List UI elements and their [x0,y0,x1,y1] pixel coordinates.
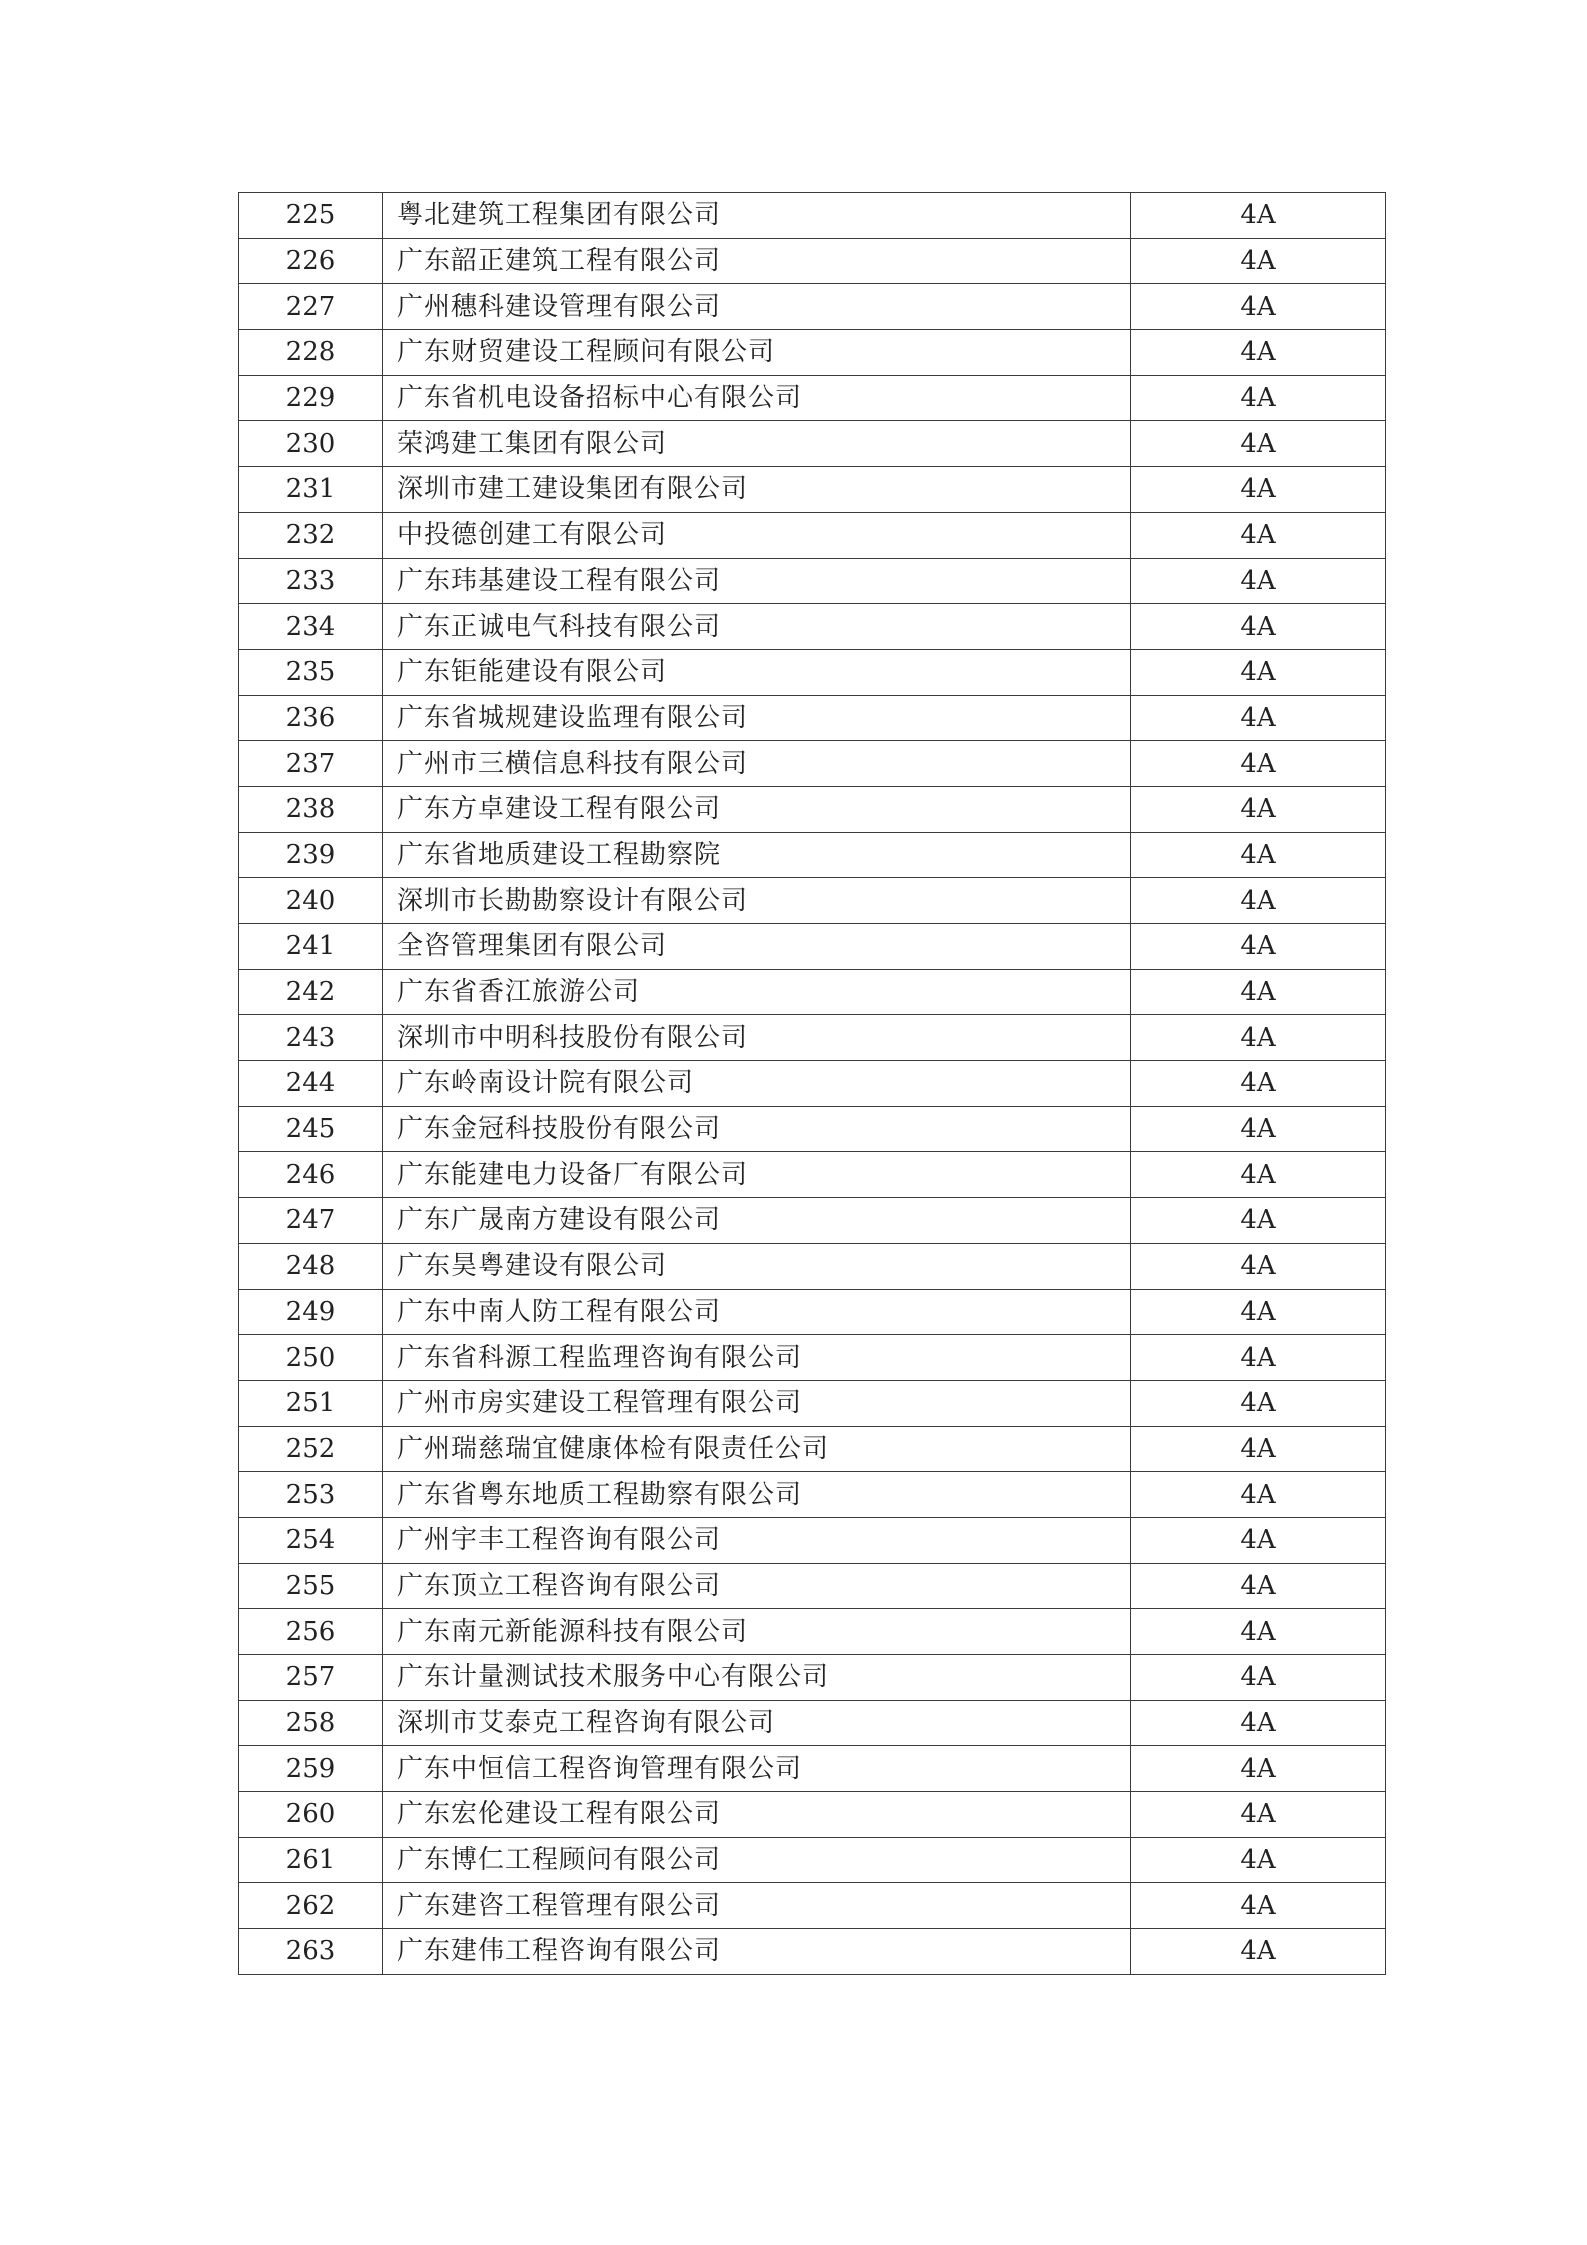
credit-grade-cell: 4A [1131,1426,1386,1472]
table-row [239,330,1386,376]
row-number-cell: 228 [239,330,383,376]
company-name-cell: 广东省城规建设监理有限公司 [383,695,1131,741]
row-number-cell: 252 [239,1426,383,1472]
table-row [239,604,1386,650]
company-name-cell: 深圳市建工建设集团有限公司 [383,467,1131,513]
company-name-cell: 广东方卓建设工程有限公司 [383,786,1131,832]
credit-grade-cell: 4A [1131,238,1386,284]
credit-grade-cell: 4A [1131,1609,1386,1655]
table-row [239,512,1386,558]
table-row [239,1015,1386,1061]
row-number-cell: 237 [239,741,383,787]
row-number-cell: 235 [239,649,383,695]
row-number-cell: 233 [239,558,383,604]
credit-grade-cell: 4A [1131,1792,1386,1838]
table-row [239,832,1386,878]
table-row [239,1335,1386,1381]
table-row [239,193,1386,239]
credit-grade-cell: 4A [1131,1015,1386,1061]
company-name-cell: 广东昊粤建设有限公司 [383,1243,1131,1289]
row-number-cell: 247 [239,1198,383,1244]
credit-grade-cell: 4A [1131,741,1386,787]
table-body [239,193,1386,1975]
credit-grade-cell: 4A [1131,375,1386,421]
credit-grade-cell: 4A [1131,695,1386,741]
row-number-cell: 239 [239,832,383,878]
credit-grade-cell: 4A [1131,467,1386,513]
row-number-cell: 231 [239,467,383,513]
row-number-cell: 245 [239,1106,383,1152]
table-row [239,1152,1386,1198]
table-row [239,1792,1386,1838]
table-row [239,1198,1386,1244]
table-row [239,1837,1386,1883]
row-number-cell: 249 [239,1289,383,1335]
table-row [239,1517,1386,1563]
credit-grade-cell: 4A [1131,1061,1386,1107]
table-row [239,467,1386,513]
row-number-cell: 236 [239,695,383,741]
row-number-cell: 242 [239,969,383,1015]
table-row [239,1243,1386,1289]
row-number-cell: 240 [239,878,383,924]
row-number-cell: 225 [239,193,383,239]
row-number-cell: 248 [239,1243,383,1289]
company-name-cell: 全咨管理集团有限公司 [383,924,1131,970]
credit-grade-cell: 4A [1131,1198,1386,1244]
credit-grade-cell: 4A [1131,558,1386,604]
row-number-cell: 256 [239,1609,383,1655]
row-number-cell: 262 [239,1883,383,1929]
table-row [239,558,1386,604]
table-row [239,375,1386,421]
credit-grade-cell: 4A [1131,1883,1386,1929]
credit-grade-cell: 4A [1131,512,1386,558]
row-number-cell: 255 [239,1563,383,1609]
credit-grade-cell: 4A [1131,1289,1386,1335]
row-number-cell: 229 [239,375,383,421]
row-number-cell: 226 [239,238,383,284]
company-name-cell: 广东正诚电气科技有限公司 [383,604,1131,650]
company-name-cell: 深圳市中明科技股份有限公司 [383,1015,1131,1061]
table-row [239,969,1386,1015]
company-name-cell: 粤北建筑工程集团有限公司 [383,193,1131,239]
company-name-cell: 广东博仁工程顾问有限公司 [383,1837,1131,1883]
company-name-cell: 广东岭南设计院有限公司 [383,1061,1131,1107]
company-name-cell: 广州宇丰工程咨询有限公司 [383,1517,1131,1563]
credit-grade-cell: 4A [1131,1243,1386,1289]
credit-grade-cell: 4A [1131,969,1386,1015]
credit-grade-cell: 4A [1131,1563,1386,1609]
row-number-cell: 232 [239,512,383,558]
credit-grade-cell: 4A [1131,1106,1386,1152]
credit-grade-cell: 4A [1131,1517,1386,1563]
company-name-cell: 广东省地质建设工程勘察院 [383,832,1131,878]
table-row [239,924,1386,970]
table-row [239,741,1386,787]
credit-grade-cell: 4A [1131,604,1386,650]
credit-grade-cell: 4A [1131,1472,1386,1518]
row-number-cell: 263 [239,1929,383,1975]
table-row [239,1700,1386,1746]
company-name-cell: 广东南元新能源科技有限公司 [383,1609,1131,1655]
company-name-cell: 广东省粤东地质工程勘察有限公司 [383,1472,1131,1518]
company-name-cell: 广州瑞慈瑞宜健康体检有限责任公司 [383,1426,1131,1472]
company-name-cell: 广东金冠科技股份有限公司 [383,1106,1131,1152]
table-row [239,1289,1386,1335]
row-number-cell: 246 [239,1152,383,1198]
table-row [239,1380,1386,1426]
table-row [239,1061,1386,1107]
row-number-cell: 251 [239,1380,383,1426]
table-row [239,1655,1386,1701]
row-number-cell: 244 [239,1061,383,1107]
company-name-cell: 荣鸿建工集团有限公司 [383,421,1131,467]
credit-grade-cell: 4A [1131,1929,1386,1975]
row-number-cell: 238 [239,786,383,832]
company-name-cell: 广东韶正建筑工程有限公司 [383,238,1131,284]
company-name-cell: 广东钜能建设有限公司 [383,649,1131,695]
company-name-cell: 广东省香江旅游公司 [383,969,1131,1015]
table-row [239,1472,1386,1518]
company-name-cell: 广东中南人防工程有限公司 [383,1289,1131,1335]
credit-grade-cell: 4A [1131,832,1386,878]
credit-grade-cell: 4A [1131,1700,1386,1746]
table-row [239,1106,1386,1152]
table-row [239,1929,1386,1975]
company-name-cell: 中投德创建工有限公司 [383,512,1131,558]
company-rating-table [238,192,1386,1975]
credit-grade-cell: 4A [1131,421,1386,467]
row-number-cell: 253 [239,1472,383,1518]
row-number-cell: 230 [239,421,383,467]
row-number-cell: 260 [239,1792,383,1838]
credit-grade-cell: 4A [1131,786,1386,832]
credit-grade-cell: 4A [1131,193,1386,239]
table-row [239,786,1386,832]
company-name-cell: 广东建伟工程咨询有限公司 [383,1929,1131,1975]
company-name-cell: 广东能建电力设备厂有限公司 [383,1152,1131,1198]
row-number-cell: 243 [239,1015,383,1061]
row-number-cell: 259 [239,1746,383,1792]
company-name-cell: 广州穗科建设管理有限公司 [383,284,1131,330]
credit-grade-cell: 4A [1131,1335,1386,1381]
row-number-cell: 254 [239,1517,383,1563]
row-number-cell: 227 [239,284,383,330]
table-row [239,1563,1386,1609]
table-row [239,421,1386,467]
company-name-cell: 广州市三横信息科技有限公司 [383,741,1131,787]
table-row [239,238,1386,284]
credit-grade-cell: 4A [1131,284,1386,330]
company-name-cell: 深圳市长勘勘察设计有限公司 [383,878,1131,924]
table-row [239,1609,1386,1655]
table-row [239,1426,1386,1472]
table-row [239,695,1386,741]
credit-grade-cell: 4A [1131,1152,1386,1198]
row-number-cell: 241 [239,924,383,970]
row-number-cell: 261 [239,1837,383,1883]
table-row [239,1746,1386,1792]
table-row [239,284,1386,330]
credit-grade-cell: 4A [1131,330,1386,376]
row-number-cell: 234 [239,604,383,650]
credit-grade-cell: 4A [1131,649,1386,695]
company-name-cell: 广东省机电设备招标中心有限公司 [383,375,1131,421]
company-name-cell: 深圳市艾泰克工程咨询有限公司 [383,1700,1131,1746]
table-row [239,649,1386,695]
credit-grade-cell: 4A [1131,878,1386,924]
company-name-cell: 广东宏伦建设工程有限公司 [383,1792,1131,1838]
company-name-cell: 广东顶立工程咨询有限公司 [383,1563,1131,1609]
table-row [239,1883,1386,1929]
company-name-cell: 广东玮基建设工程有限公司 [383,558,1131,604]
company-name-cell: 广东计量测试技术服务中心有限公司 [383,1655,1131,1701]
row-number-cell: 257 [239,1655,383,1701]
company-name-cell: 广东广晟南方建设有限公司 [383,1198,1131,1244]
row-number-cell: 250 [239,1335,383,1381]
credit-grade-cell: 4A [1131,1380,1386,1426]
credit-grade-cell: 4A [1131,924,1386,970]
table-row [239,878,1386,924]
company-name-cell: 广东财贸建设工程顾问有限公司 [383,330,1131,376]
credit-grade-cell: 4A [1131,1655,1386,1701]
company-name-cell: 广东省科源工程监理咨询有限公司 [383,1335,1131,1381]
company-name-cell: 广东建咨工程管理有限公司 [383,1883,1131,1929]
row-number-cell: 258 [239,1700,383,1746]
company-name-cell: 广东中恒信工程咨询管理有限公司 [383,1746,1131,1792]
credit-grade-cell: 4A [1131,1837,1386,1883]
credit-grade-cell: 4A [1131,1746,1386,1792]
company-name-cell: 广州市房实建设工程管理有限公司 [383,1380,1131,1426]
